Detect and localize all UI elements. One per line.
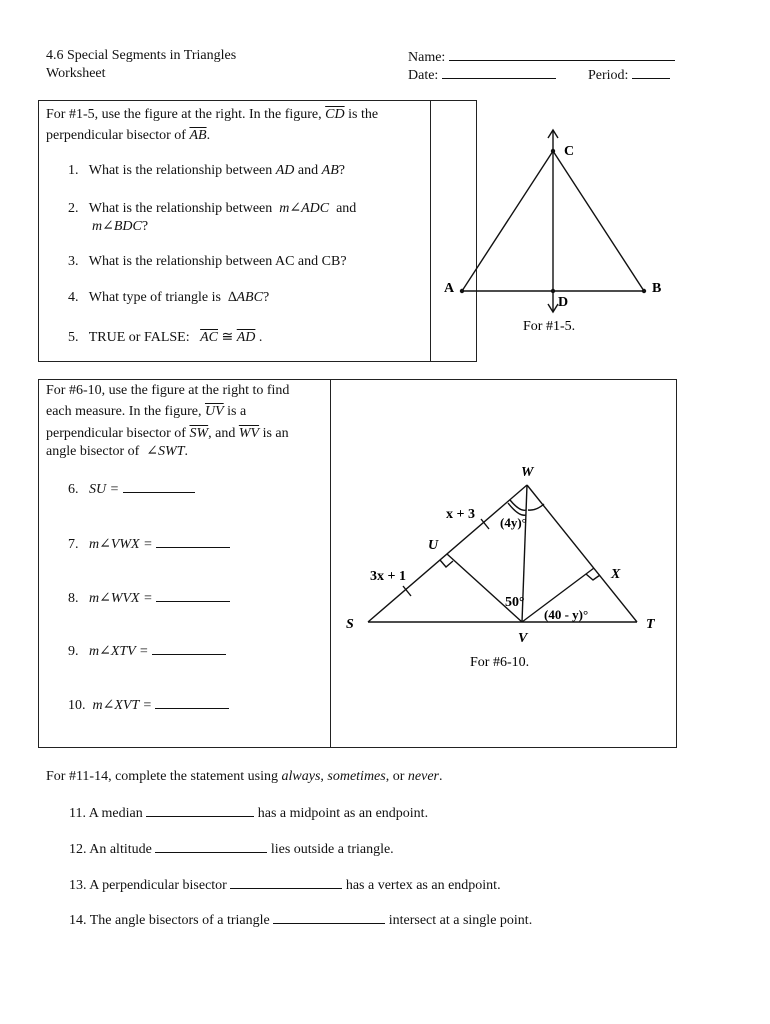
angle-swt: ∠SWT xyxy=(146,444,185,459)
label-40-minus-y: (40 - y)° xyxy=(544,607,589,622)
label-b: B xyxy=(652,281,662,296)
date-field xyxy=(408,66,556,84)
name-field xyxy=(408,48,675,66)
question-1: 1. What is the relationship between AD and AB? xyxy=(68,163,345,178)
section1-intro-line2: perpendicular bisector of $\overline{AB}$. xyxy=(46,128,211,143)
label-3x-plus-1: 3x + 1 xyxy=(370,569,406,584)
label-d: D xyxy=(558,295,569,310)
label-w: W xyxy=(521,465,534,480)
question-11: 11. A median has a midpoint as an endpoint. xyxy=(69,806,429,821)
answer-blank-12 xyxy=(155,840,267,853)
question-7: 7. m∠VWX = xyxy=(68,535,230,553)
figure-2-caption: For #6-10. xyxy=(470,655,530,670)
label-x: X xyxy=(611,567,621,582)
question-9: 9. m∠XTV = xyxy=(68,642,226,660)
question-12: 12. An altitude lies outside a triangle. xyxy=(69,842,394,857)
label-4y: (4y)° xyxy=(500,515,527,530)
question-3: 3. What is the relationship between AC and CB? xyxy=(68,254,347,269)
segment-sw: $\overline{SW}$ xyxy=(189,426,209,441)
answer-blank-9 xyxy=(152,642,226,655)
segment-uv: $\overline{UV}$ xyxy=(204,404,224,419)
worksheet-title: 4.6 Special Segments in Triangles xyxy=(46,48,237,63)
figure-1-triangle xyxy=(431,101,676,361)
date-blank xyxy=(442,66,556,79)
label-v: V xyxy=(518,631,528,646)
question-14: 14. The angle bisectors of a triangle intersect at a single point. xyxy=(69,913,533,928)
question-5: 5. TRUE or FALSE: $\overline{AC}$ ≅ $\overline{AD}$ . xyxy=(68,330,263,345)
period-blank xyxy=(632,66,670,79)
section2-intro-line2: each measure. In the figure, $\overline{UV}$ is a xyxy=(46,404,247,419)
period-field xyxy=(588,66,670,84)
question-4: 4. What type of triangle is ∆ABC? xyxy=(68,290,270,305)
figure-1-caption: For #1-5. xyxy=(523,319,576,334)
answer-blank-14 xyxy=(273,911,385,924)
question-8: 8. m∠WVX = xyxy=(68,589,230,607)
label-a: A xyxy=(444,281,455,296)
segment-cd: $\overline{CD}$ xyxy=(325,107,345,122)
worksheet-subtitle: Worksheet xyxy=(46,66,106,81)
answer-blank-6 xyxy=(123,480,195,493)
section2-intro-line3: perpendicular bisector of $\overline{SW}$, and $\overline{WV}$ is an xyxy=(46,426,289,441)
question-2: 2. What is the relationship between m∠ADC and xyxy=(68,201,357,216)
answer-blank-10 xyxy=(155,696,229,709)
name-label: Name: xyxy=(408,50,446,65)
label-50-degrees: 50° xyxy=(505,595,525,610)
section2-intro-line1: For #6-10, use the figure at the right to find xyxy=(46,383,290,398)
segment-ab: $\overline{AB}$ xyxy=(189,128,207,143)
answer-blank-8 xyxy=(156,589,230,602)
label-t: T xyxy=(646,617,655,632)
answer-blank-7 xyxy=(156,535,230,548)
figure-2-triangle xyxy=(332,380,676,747)
answer-blank-11 xyxy=(146,804,254,817)
question-13: 13. A perpendicular bisector has a vertex as an endpoint. xyxy=(69,878,501,893)
label-x-plus-3: x + 3 xyxy=(446,507,475,522)
label-u: U xyxy=(428,538,439,553)
question-2-cont: m∠BDC? xyxy=(92,219,149,234)
section2-intro-line4: angle bisector of ∠SWT. xyxy=(46,444,188,459)
question-10: 10. m∠XVT = xyxy=(68,696,229,714)
label-s: S xyxy=(346,617,354,632)
section1-intro-line1: For #1-5, use the figure at the right. In the figure, $\overline{CD}$ is the xyxy=(46,107,379,122)
date-label: Date: xyxy=(408,68,439,83)
label-c: C xyxy=(564,144,575,159)
question-6: 6. SU = xyxy=(68,480,195,498)
answer-blank-13 xyxy=(230,876,342,889)
section3-intro: For #11-14, complete the statement using always, sometimes, or never. xyxy=(46,769,443,784)
segment-wv: $\overline{WV}$ xyxy=(238,426,260,441)
period-label: Period: xyxy=(588,68,629,83)
name-blank xyxy=(449,48,675,61)
